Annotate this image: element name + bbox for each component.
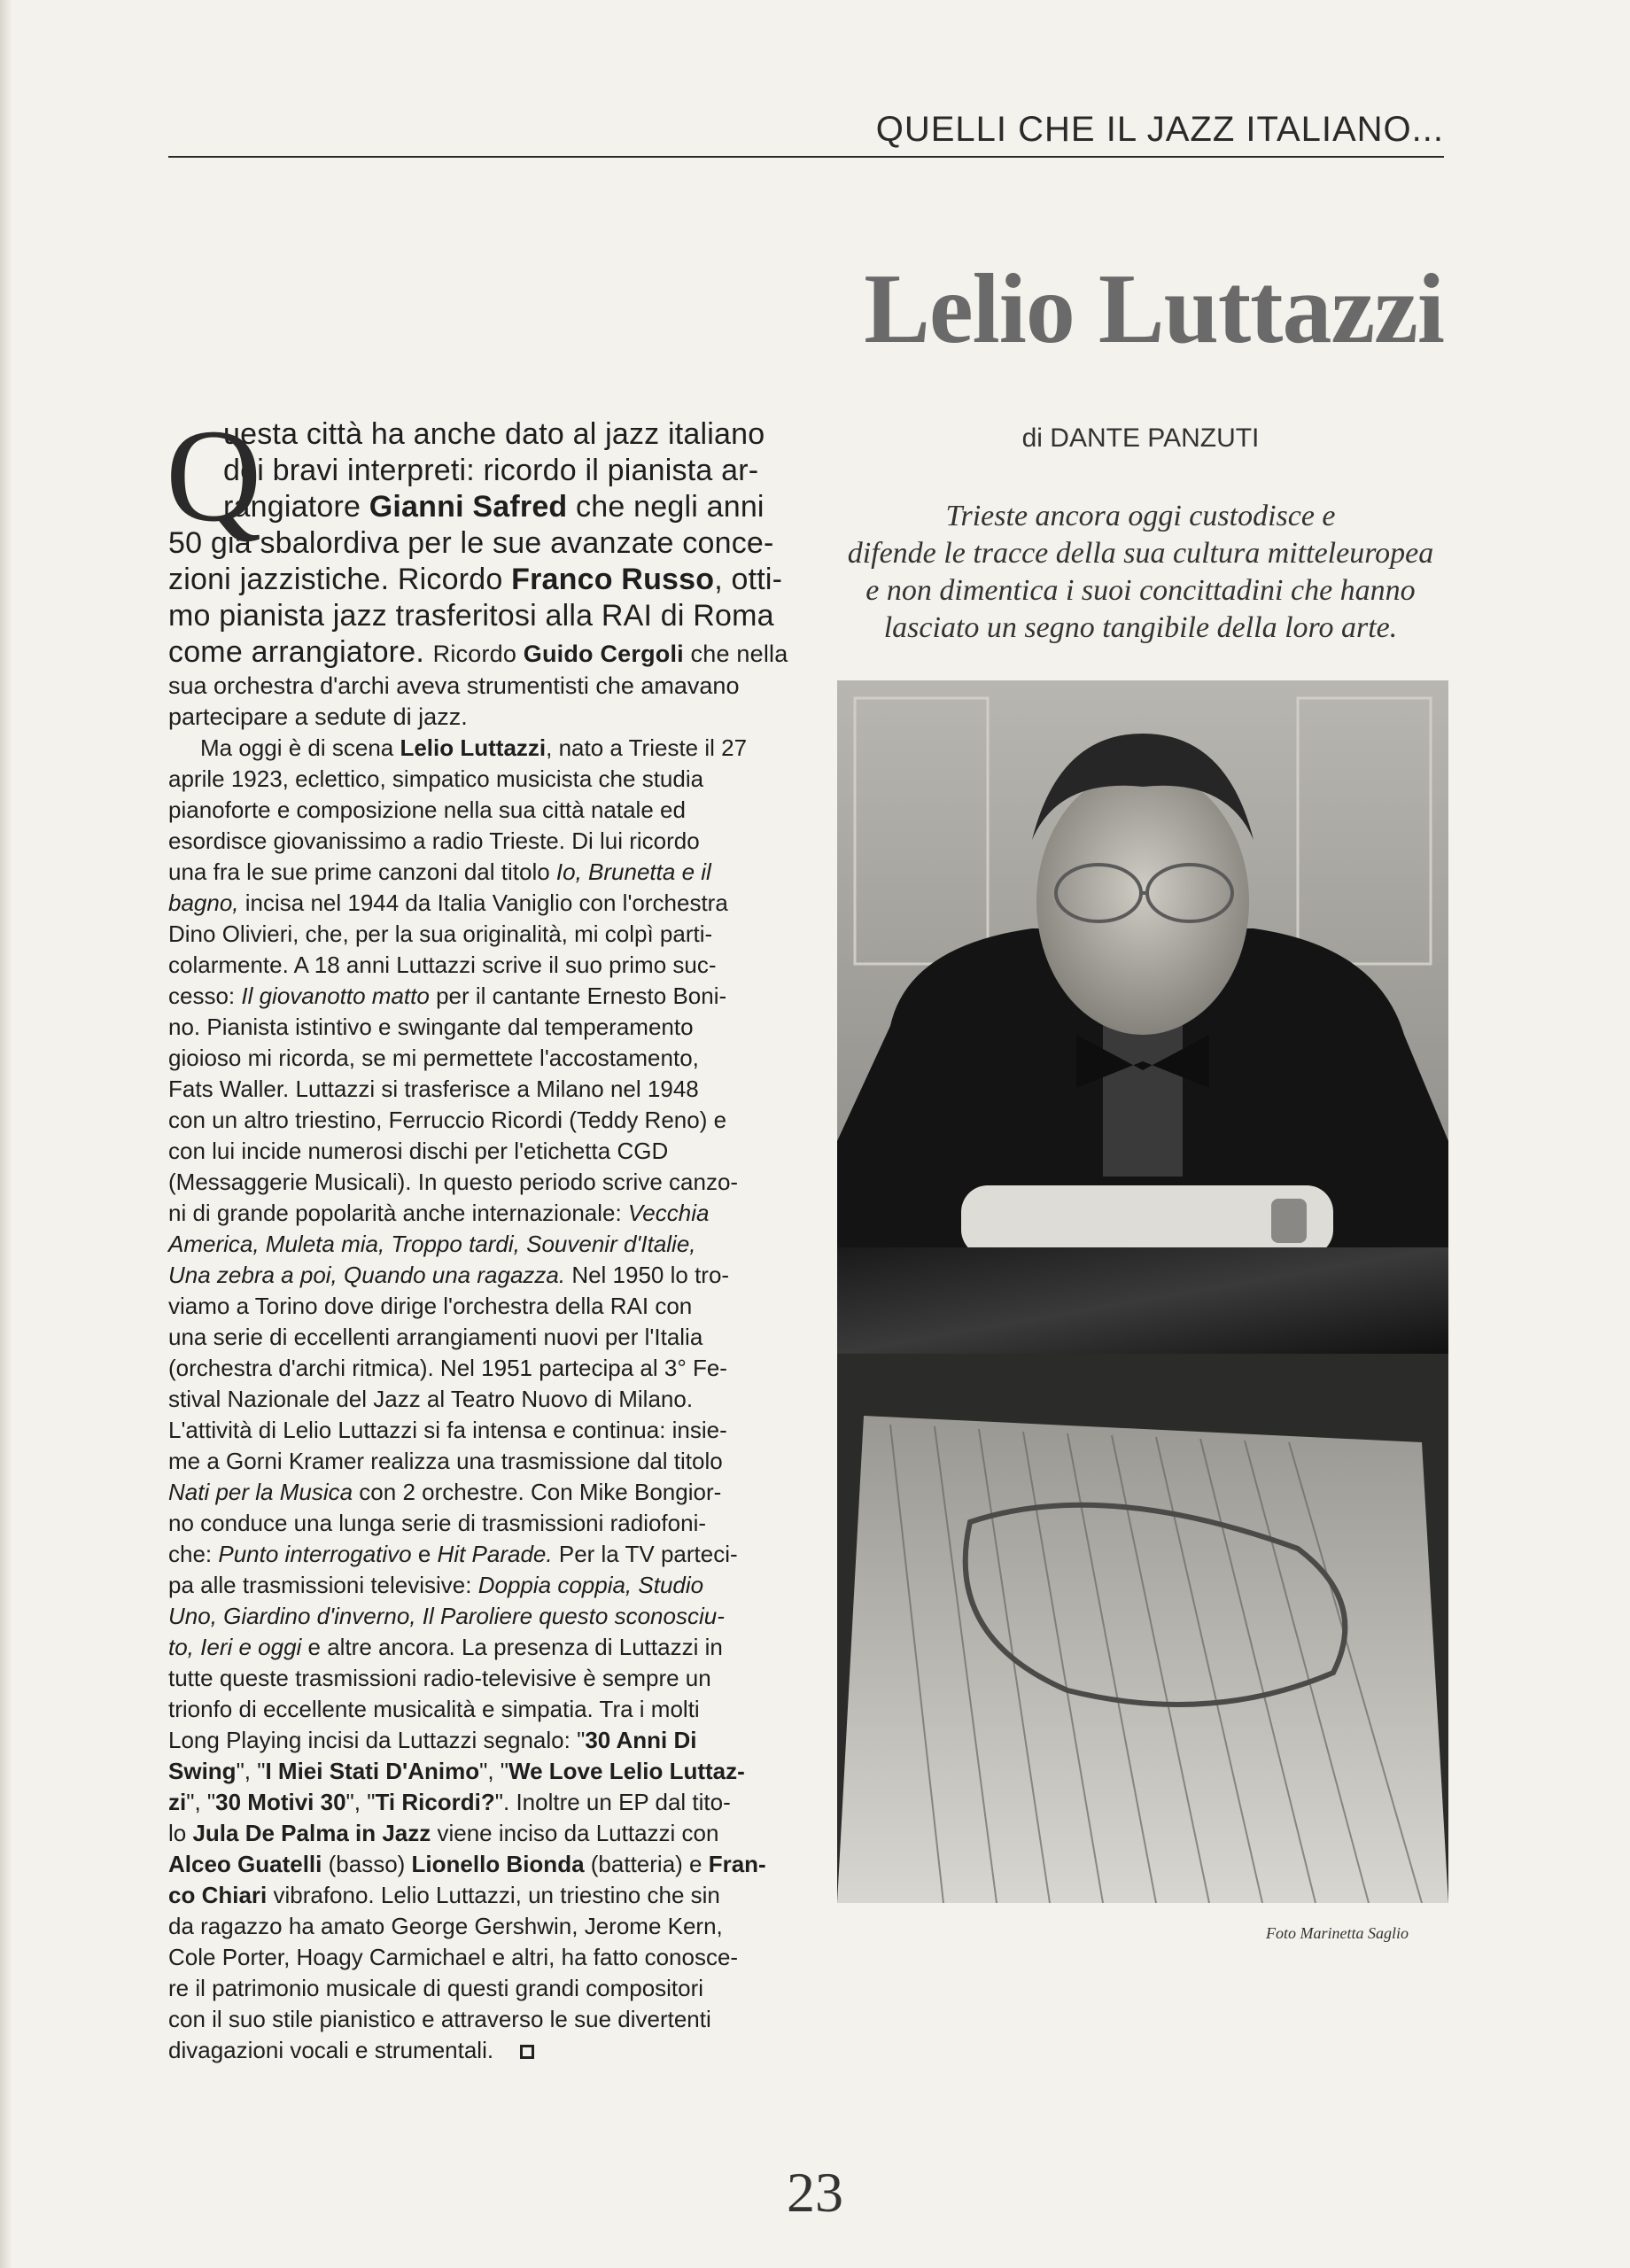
end-of-article-square-icon [520, 2045, 534, 2059]
body-line: (orchestra d'archi ritmica). Nel 1951 partecipa al 3° Fe- [168, 1355, 727, 1381]
article-title: Lelio Luttazzi [864, 254, 1444, 364]
body-line: pianoforte e composizione nella sua città natale ed [168, 796, 686, 823]
body-line: Una zebra a poi, Quando una ragazza. Nel 1950 lo tro- [168, 1262, 730, 1288]
body-line: (Messaggerie Musicali). In questo periodo scrive canzo- [168, 1169, 739, 1195]
lede-line: difende le tracce della sua cultura mitteleuropea [847, 537, 1434, 570]
body-line: rangiatore Gianni Safred che negli anni [223, 490, 765, 524]
body-line: re il patrimonio musicale di questi grandi compositori [168, 1975, 704, 2001]
page-spine-shadow [0, 0, 12, 2268]
body-line: bagno, incisa nel 1944 da Italia Vaniglio con l'orchestra [168, 889, 728, 916]
body-line: no conduce una lunga serie di trasmissioni radiofoni- [168, 1510, 707, 1536]
body-line: aprile 1923, eclettico, simpatico musicista che studia [168, 765, 704, 792]
body-line: viamo a Torino dove dirige l'orchestra della RAI con [168, 1293, 693, 1319]
body-line: tutte queste trasmissioni radio-televisive è sempre un [168, 1665, 711, 1691]
body-line: ni di grande popolarità anche internazionale: Vecchia [168, 1200, 710, 1226]
drop-cap: Q [166, 402, 262, 549]
body-line: pa alle trasmissioni televisive: Doppia coppia, Studio [168, 1572, 704, 1598]
body-line: con lui incide numerosi dischi per l'etichetta CGD [168, 1138, 669, 1164]
lede-line: Trieste ancora oggi custodisce e [945, 500, 1336, 532]
body-line: uesta città ha anche dato al jazz italiano [223, 417, 765, 451]
body-line: una fra le sue prime canzoni dal titolo Io, Brunetta e il [168, 858, 711, 885]
body-line: Uno, Giardino d'inverno, Il Paroliere questo sconosciu- [168, 1603, 725, 1629]
lede-line: lasciato un segno tangibile della loro arte. [883, 611, 1398, 644]
body-line: zi", "30 Motivi 30", "Ti Ricordi?". Inoltre un EP dal tito- [168, 1789, 731, 1815]
header-rule [168, 156, 1444, 158]
body-line: Fats Waller. Luttazzi si trasferisce a Milano nel 1948 [168, 1076, 699, 1102]
body-line: gioioso mi ricorda, se mi permettete l'accostamento, [168, 1045, 699, 1071]
body-line: Dino Olivieri, che, per la sua originalità, mi colpì parti- [168, 920, 713, 947]
article-body [166, 402, 788, 2066]
body-line: lo Jula De Palma in Jazz viene inciso da Luttazzi con [168, 1820, 719, 1846]
body-line: da ragazzo ha amato George Gershwin, Jerome Kern, [168, 1913, 723, 1939]
body-line: trionfo di eccellente musicalità e simpatia. Tra i molti [168, 1696, 700, 1722]
lede-line: e non dimentica i suoi concittadini che hanno [865, 574, 1416, 607]
article-lede [819, 498, 1462, 647]
body-line: 50 già sbalordiva per le sue avanzate conce- [168, 526, 774, 560]
portrait-photo [837, 680, 1448, 1903]
body-line: con il suo stile pianistico e attraverso le sue divertenti [168, 2006, 711, 2032]
section-header: QUELLI CHE IL JAZZ ITALIANO... [875, 110, 1444, 149]
body-line: Alceo Guatelli (basso) Lionello Bionda (batteria) e Fran- [168, 1851, 766, 1877]
body-line: Ma oggi è di scena Lelio Luttazzi, nato a Trieste il 27 [200, 734, 748, 761]
body-line: sua orchestra d'archi aveva strumentisti che amavano [168, 672, 740, 699]
photo-credit: Foto Marinetta Saglio [1266, 1924, 1409, 1942]
byline: di DANTE PANZUTI [1021, 423, 1260, 453]
body-line: Cole Porter, Hoagy Carmichael e altri, ha fatto conosce- [168, 1944, 739, 1970]
body-line: colarmente. A 18 anni Luttazzi scrive il suo primo suc- [168, 951, 717, 978]
body-line: dei bravi interpreti: ricordo il pianista ar- [223, 454, 759, 487]
body-line: Long Playing incisi da Luttazzi segnalo: "30 Anni Di [168, 1727, 697, 1753]
body-line: mo pianista jazz trasferitosi alla RAI di Roma [168, 599, 774, 633]
body-line: cesso: Il giovanotto matto per il cantante Ernesto Boni- [168, 983, 727, 1009]
body-line: no. Pianista istintivo e swingante dal temperamento [168, 1014, 694, 1040]
body-line: divagazioni vocali e strumentali. [168, 2035, 771, 2066]
body-line: to, Ieri e oggi e altre ancora. La presenza di Luttazzi in [168, 1634, 723, 1660]
body-line: Nati per la Musica con 2 orchestre. Con Mike Bongior- [168, 1479, 722, 1505]
body-line: che: Punto interrogativo e Hit Parade. Per la TV parteci- [168, 1541, 738, 1567]
body-line: me a Gorni Kramer realizza una trasmissione dal titolo [168, 1448, 723, 1474]
body-line: una serie di eccellenti arrangiamenti nuovi per l'Italia [168, 1324, 703, 1350]
body-line: co Chiari vibrafono. Lelio Luttazzi, un triestino che sin [168, 1882, 720, 1908]
body-line: Swing", "I Miei Stati D'Animo", "We Love Lelio Luttaz- [168, 1758, 745, 1784]
body-line: stival Nazionale del Jazz al Teatro Nuovo di Milano. [168, 1386, 694, 1412]
page-number: 23 [787, 2161, 843, 2224]
body-line: come arrangiatore. Ricordo Guido Cergoli che nella [168, 635, 788, 669]
body-line: zioni jazzistiche. Ricordo Franco Russo, otti- [168, 563, 783, 596]
body-line: esordisce giovanissimo a radio Trieste. Di lui ricordo [168, 827, 700, 854]
body-line: partecipare a sedute di jazz. [168, 703, 468, 730]
body-line: L'attività di Lelio Luttazzi si fa intensa e continua: insie- [168, 1417, 727, 1443]
body-line: con un altro triestino, Ferruccio Ricordi (Teddy Reno) e [168, 1107, 727, 1133]
body-line: America, Muleta mia, Troppo tardi, Souvenir d'Italie, [168, 1231, 696, 1257]
